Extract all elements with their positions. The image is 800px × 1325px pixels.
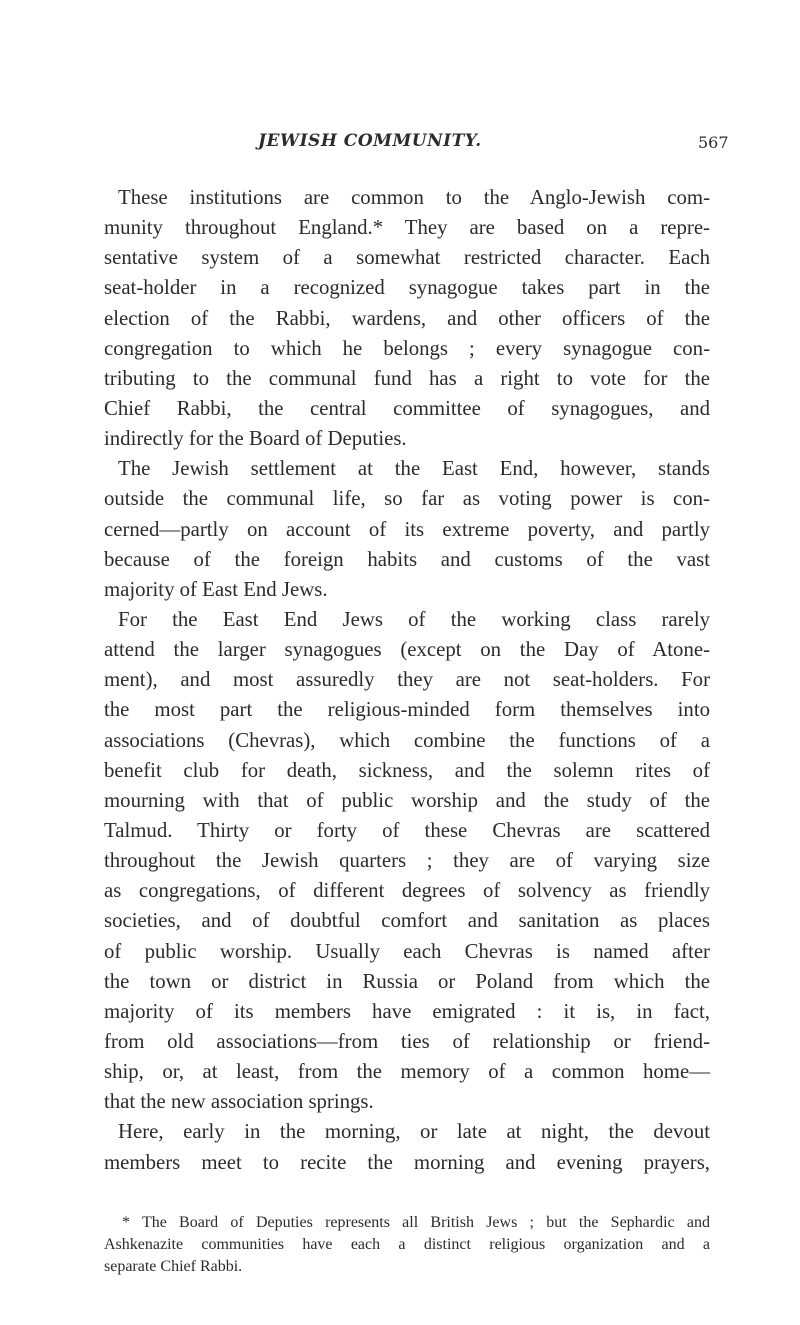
running-title: JEWISH COMMUNITY. — [258, 131, 482, 151]
text-line: from old associations—from ties of relationship or friend- — [104, 1029, 710, 1053]
text-line: tributing to the communal fund has a right to vote for the — [104, 366, 710, 390]
text-line: majority of its members have emigrated : it is, in fact, — [104, 999, 710, 1023]
text-line: mourning with that of public worship and the study of the — [104, 788, 710, 812]
text-line: throughout the Jewish quarters ; they are of varying size — [104, 849, 710, 873]
text-line: ment), and most assuredly they are not seat-holders. For — [104, 668, 710, 692]
text-line: election of the Rabbi, wardens, and other officers of the — [104, 306, 710, 330]
running-head — [0, 131, 800, 161]
text-line: majority of East End Jews. — [104, 577, 328, 601]
text-line: munity throughout England.* They are based on a repre- — [104, 216, 710, 240]
text-line: outside the communal life, so far as voting power is con- — [104, 487, 710, 511]
text-line: Here, early in the morning, or late at night, the devout — [118, 1120, 710, 1144]
text-line: Talmud. Thirty or forty of these Chevras are scattered — [104, 818, 710, 842]
text-line: as congregations, of different degrees of solvency as friendly — [104, 879, 710, 903]
text-line: the town or district in Russia or Poland from which the — [104, 969, 710, 993]
text-line: that the new association springs. — [104, 1090, 374, 1114]
text-line: For the East End Jews of the working class rarely — [118, 607, 710, 631]
text-line: indirectly for the Board of Deputies. — [104, 427, 407, 451]
text-line: benefit club for death, sickness, and the solemn rites of — [104, 758, 710, 782]
text-line: cerned—partly on account of its extreme poverty, and partly — [104, 517, 710, 541]
body-text — [104, 183, 710, 1178]
text-line: associations (Chevras), which combine the functions of a — [104, 728, 710, 752]
text-line: sentative system of a somewhat restricted character. Each — [104, 246, 710, 270]
text-line: congregation to which he belongs ; every synagogue con- — [104, 336, 710, 360]
page-number: 567 — [698, 133, 729, 152]
text-line: The Jewish settlement at the East End, however, stands — [118, 457, 710, 481]
text-line: societies, and of doubtful comfort and sanitation as places — [104, 909, 710, 933]
footnote — [104, 1212, 710, 1278]
footnote-line: * The Board of Deputies represents all British Jews ; but the Sephardic and — [122, 1214, 710, 1231]
text-line: the most part the religious-minded form themselves into — [104, 698, 710, 722]
text-line: ship, or, at least, from the memory of a common home— — [104, 1060, 710, 1084]
text-line: These institutions are common to the Anglo-Jewish com- — [118, 186, 710, 209]
text-line: members meet to recite the morning and evening prayers, — [104, 1150, 710, 1174]
text-line: because of the foreign habits and customs of the vast — [104, 547, 710, 571]
text-line: Chief Rabbi, the central committee of synagogues, and — [104, 396, 710, 420]
footnote-line: separate Chief Rabbi. — [104, 1258, 243, 1275]
text-line: attend the larger synagogues (except on the Day of Atone- — [104, 638, 710, 662]
text-line: seat-holder in a recognized synagogue takes part in the — [104, 276, 710, 300]
text-line: of public worship. Usually each Chevras is named after — [104, 939, 710, 963]
footnote-line: Ashkenazite communities have each a distinct religious organization and a — [104, 1236, 710, 1253]
